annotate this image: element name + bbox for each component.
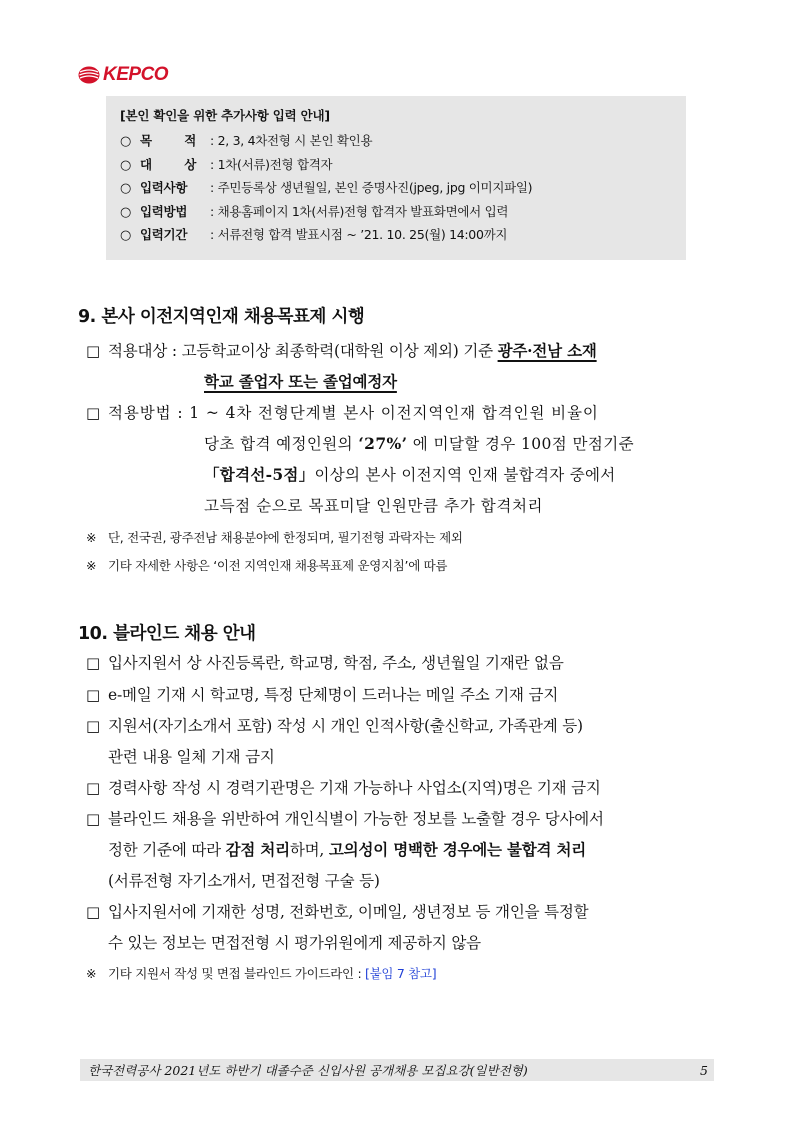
section-10-item-5-line-2: 정한 기준에 따라 감점 처리하며, 고의성이 명백한 경우에는 불합격 처리 bbox=[108, 840, 587, 859]
notice-value-input-items: : 주민등록상 생년월일, 본인 증명사진(jpeg, jpg 이미지파일) bbox=[210, 180, 533, 195]
section-10-note: ※ 기타 지원서 작성 및 면접 블라인드 가이드라인 : [붙임 7 참고] bbox=[86, 966, 437, 981]
kepco-emblem-icon bbox=[78, 66, 100, 84]
id-verification-notice bbox=[106, 96, 686, 260]
reference-mark-icon: ※ bbox=[86, 530, 97, 545]
section-9-note-2: ※ 기타 자세한 사항은 ‘이전 지역인재 채용목표제 운영지침’에 따름 bbox=[86, 558, 448, 573]
footer-title: 한국전력공사 2021년도 하반기 대졸수준 신입사원 공개채용 모집요강(일반전형) bbox=[88, 1063, 528, 1078]
notice-row-target bbox=[120, 155, 686, 179]
section-10-item-6-line-1: □ 입사지원서에 기재한 성명, 전화번호, 이메일, 생년정보 등 개인을 특정할 bbox=[86, 903, 589, 921]
checkbox-icon: □ bbox=[86, 686, 100, 704]
checkbox-icon: □ bbox=[86, 654, 100, 672]
appendix-7-reference: [붙임 7 참고] bbox=[365, 966, 437, 981]
section-10-item-3-line-1: □ 지원서(자기소개서 포함) 작성 시 개인 인적사항(출신학교, 가족관계 등) bbox=[86, 717, 583, 735]
emphasis-graduates: 학교 졸업자 또는 졸업예정자 bbox=[204, 372, 397, 391]
penalty-text: 감점 처리 bbox=[225, 840, 290, 859]
section-9-method-line-2: 당초 합격 예정인원의 ‘27%’ 에 미달할 경우 100점 만점기준 bbox=[204, 434, 634, 453]
circle-bullet-icon: ○ bbox=[120, 228, 132, 243]
section-10-item-5-line-3: (서류전형 자기소개서, 면접전형 구술 등) bbox=[108, 872, 380, 890]
notice-title: [본인 확인을 위한 추가사항 입력 안내] bbox=[120, 108, 330, 123]
reference-mark-icon: ※ bbox=[86, 966, 97, 981]
section-9-note-1: ※ 단, 전국권, 광주전남 채용분야에 한정되며, 필기전형 과락자는 제외 bbox=[86, 530, 463, 545]
checkbox-icon: □ bbox=[86, 903, 100, 921]
kepco-logo bbox=[78, 64, 168, 86]
section-10-heading: 10. 블라인드 채용 안내 bbox=[78, 624, 256, 644]
section-9-target-line-1: □ 적용대상 : 고등학교이상 최종학력(대학원 이상 제외) 기준 광주·전남 소재 bbox=[86, 341, 597, 360]
notice-row-input-items bbox=[120, 178, 686, 202]
notice-value-input-method: : 채용홈페이지 1차(서류)전형 합격자 발표화면에서 입력 bbox=[210, 203, 509, 219]
notice-label-input-period: 입력기간 bbox=[140, 227, 188, 242]
section-9-method-line-3: 「합격선-5점」이상의 본사 이전지역 인재 불합격자 중에서 bbox=[204, 465, 616, 484]
cutoff-rule: 「합격선-5점」 bbox=[204, 465, 315, 484]
section-10-item-6-line-2: 수 있는 정보는 면접전형 시 평가위원에게 제공하지 않음 bbox=[108, 934, 481, 952]
quota-percent: ‘27%’ bbox=[358, 434, 408, 453]
checkbox-icon: □ bbox=[86, 779, 100, 797]
notice-row-input-method bbox=[120, 202, 686, 226]
notice-label-input-method: 입력방법 bbox=[140, 203, 188, 219]
logo-text: KEPCO bbox=[103, 64, 169, 85]
notice-row-input-period bbox=[120, 225, 686, 249]
notice-row-purpose bbox=[120, 131, 686, 155]
section-10-item-1: □ 입사지원서 상 사진등록란, 학교명, 학점, 주소, 생년월일 기재란 없음 bbox=[86, 654, 564, 672]
notice-value-target: : 1차(서류)전형 합격자 bbox=[210, 156, 333, 172]
section-9-heading: 9. 본사 이전지역인재 채용목표제 시행 bbox=[78, 307, 365, 327]
section-10-item-5-line-1: □ 블라인드 채용을 위반하여 개인식별이 가능한 정보를 노출할 경우 당사에서 bbox=[86, 810, 604, 828]
circle-bullet-icon: ○ bbox=[120, 134, 132, 149]
notice-label-target: 대 상 bbox=[140, 156, 196, 172]
page-footer bbox=[80, 1059, 714, 1081]
circle-bullet-icon: ○ bbox=[120, 157, 132, 173]
section-10-item-2: □ e-메일 기재 시 학교명, 특정 단체명이 드러나는 메일 주소 기재 금지 bbox=[86, 686, 559, 704]
section-9-method-line-1: □ 적용방법 : 1 ~ 4차 전형단계별 본사 이전지역인재 합격인원 비율이 bbox=[86, 404, 599, 422]
notice-value-purpose: : 2, 3, 4차전형 시 본인 확인용 bbox=[210, 133, 373, 148]
notice-value-input-period: : 서류전형 합격 발표시점 ~ ’21. 10. 25(월) 14:00까지 bbox=[210, 227, 508, 242]
checkbox-icon: □ bbox=[86, 404, 100, 422]
notice-label-input-items: 입력사항 bbox=[140, 180, 188, 195]
section-9-target-line-2 bbox=[204, 370, 397, 392]
section-10-item-3-line-2: 관련 내용 일체 기재 금지 bbox=[108, 748, 275, 766]
checkbox-icon: □ bbox=[86, 810, 100, 828]
section-10-item-4: □ 경력사항 작성 시 경력기관명은 기재 가능하나 사업소(지역)명은 기재 금지 bbox=[86, 779, 601, 797]
disqualify-text: 고의성이 명백한 경우에는 불합격 처리 bbox=[328, 840, 587, 859]
notice-label-purpose: 목 적 bbox=[140, 133, 196, 148]
checkbox-icon: □ bbox=[86, 342, 100, 360]
reference-mark-icon: ※ bbox=[86, 558, 97, 573]
section-9-method-line-4: 고득점 순으로 목표미달 인원만큼 추가 합격처리 bbox=[204, 497, 544, 515]
circle-bullet-icon: ○ bbox=[120, 181, 132, 196]
page-number: 5 bbox=[700, 1062, 708, 1078]
checkbox-icon: □ bbox=[86, 717, 100, 735]
emphasis-region: 광주·전남 소재 bbox=[497, 341, 597, 360]
circle-bullet-icon: ○ bbox=[120, 204, 132, 220]
